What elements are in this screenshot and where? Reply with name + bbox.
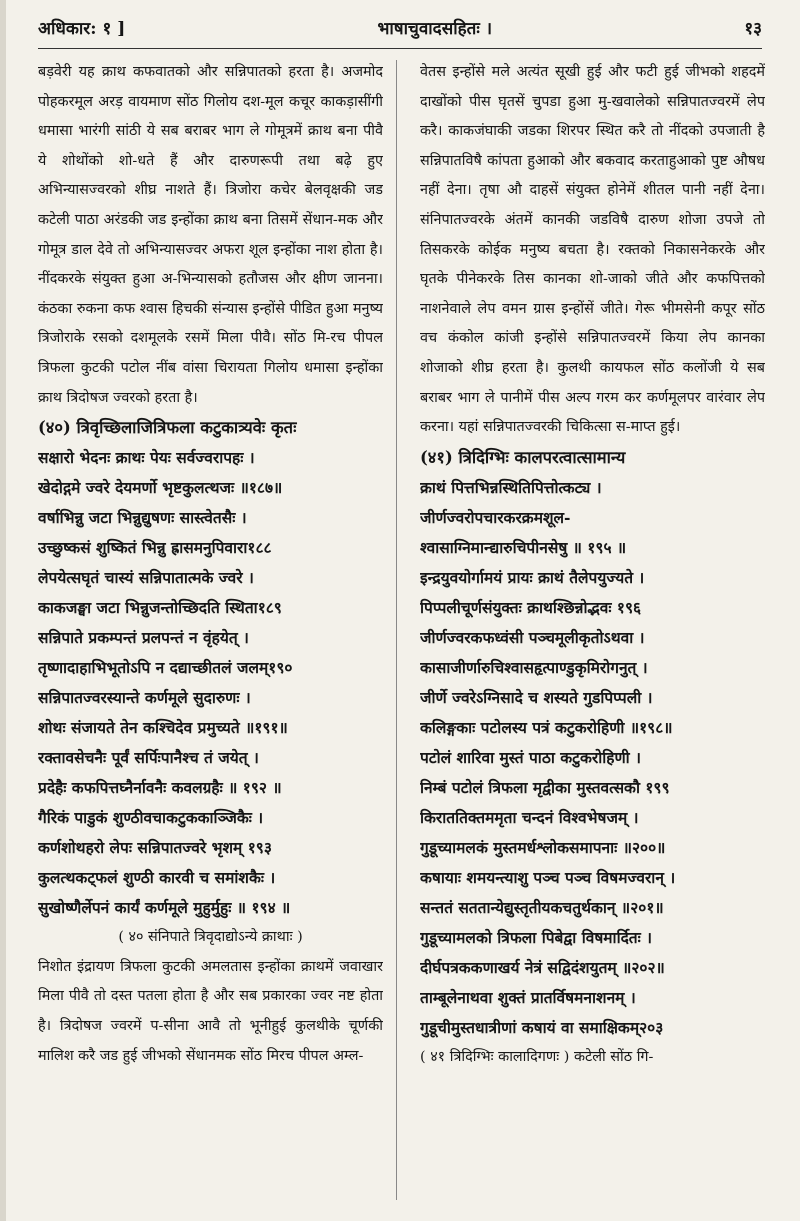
header-rule [38, 48, 762, 49]
verse-line: सन्निपातज्वरस्यान्ते कर्णमूले सुदारुणः । [38, 688, 251, 708]
verse-line: दीर्घपत्रककणाखर्य नेत्रं सद्विदंशयुतम् ॥२०२॥ [420, 957, 665, 977]
verse-line: प्रदेहैः कफपित्तघ्नैर्नावनैः कवलग्रहैः ॥ १९२ ॥ [38, 778, 282, 798]
left-subheading: ( ४० संनिपाते त्रिवृदाद्योऽन्ये क्राथाः ) [118, 929, 303, 946]
column-divider [396, 60, 397, 1200]
right-column [420, 58, 765, 1208]
verse-line: निम्बं पटोलं त्रिफला मृद्वीका मुस्तवत्सकौ १९९ [420, 777, 670, 797]
right-paragraph-1: वेतस इन्होंसे मले अत्यंत सूखी हुई और फटी हुई जीभको शहदमें दाखोंको पीस घृतसें चुपडा हुआ मु-खवालेको सन्निपातज्वरमें लेप करै। काकजंघाकी जडका शिरपर स्थित करै तो नींदको उपजाती है सन्निपातविषै कांपता हुआको और बकवाद करताहुआको पुष्ट औषध नहीं देना। तृषा औ दाहसें संयुक्त होनेमें शीतल पानी नहीं देना। संनिपातज्वरके अंतमें कानकी जडविषै दारुण शोजा उपजे तो तिसकरके कोईक मनुष्य बचता है। रक्तको निकासनेकरके और घृतके पीनेकरके तिस कानका शो-जाको जीते और कफपित्तको नाशनेवाले लेप वमन ग्रास इन्होंसें जीते। गेरू भीमसेनी कपूर सोंठ वच कंकोल कांजी इन्होंसे सन्निपातज्वरमें किया लेप कानका शोजाको शीघ्र हरता है। कुलथी कायफल सोंठ कलोंजी ये सब बराबर भाग ले पानीमें पीस अल्प गरम कर कर्णमूलपर वारंवार लेप करना। यहां सन्निपातज्वरकी चिकित्सा स-माप्त हुई। [420, 64, 765, 436]
verse-line: वर्षाभिन्नु जटा भिन्नुद्युषणः सास्त्वेतसैः । [38, 508, 247, 528]
verse-line: उच्छुष्कसं शुष्कितं भिन्नु ह्रासमनुपिवारा१८८ [38, 538, 272, 558]
verse-line: इन्द्रयुवयोर्गामयं प्रायः क्राथं तैलेपयुज्यते । [420, 567, 645, 587]
verse-line: श्वासाग्निमान्द्यारुचिपीनसेषु ॥ १९५ ॥ [420, 537, 627, 557]
verse-line: पटोलं शारिवा मुस्तं पाठा कटुकरोहिणी । [420, 747, 641, 767]
verse-line: सन्निपाते प्रकम्पन्तं प्रलपन्तं न वृंहयेत् । [38, 628, 249, 648]
verse-line: गुडूच्यामलको त्रिफला पिबेद्वा विषमार्दितः । [420, 927, 653, 947]
right-footer-line: ( ४१ त्रिदिग्भिः कालादिगणः ) कटेली सोंठ गि- [420, 1048, 654, 1065]
verse-line: रक्तावसेचनैः पूर्वं सर्पिःपानैश्च तं जयेत् । [38, 748, 259, 768]
header-title: भाषाचुवादसहितः । [377, 18, 493, 39]
verse-line: ताम्बूलेनाथवा शुक्तं प्रातर्विषमनाशनम् । [420, 987, 636, 1007]
verse-line: कर्णशोथहरो लेपः सन्निपातज्वरे भृशम् १९३ [38, 838, 272, 858]
left-section-heading: (४०) त्रिवृच्छिलाजित्रिफला कटुकात्र्यवेः कृतः [38, 418, 297, 438]
verse-line: खेदोद्गमे ज्वरे देयमर्णो भृष्टकुलत्थजः ॥१८७॥ [38, 478, 283, 498]
header-chapter: अधिकार: १ ] [38, 18, 126, 39]
verse-line: कासाजीर्णारुचिश्वासहृत्पाण्डुकृमिरोगनुत् । [420, 657, 648, 677]
verse-line: गुडूच्यामलकं मुस्तमर्धश्लोकसमापनाः ॥२००॥ [420, 837, 666, 857]
verse-line: काकजङ्घा जटा भिन्नुजन्तोच्छिदति स्थिता१८९ [38, 598, 282, 618]
verse-line: कुलत्थकट्फलं शुण्ठी कारवी च समांशकैः । [38, 868, 276, 888]
verse-line: क्राथं पित्तभिन्नस्थितिपित्तोत्कट्य । [420, 477, 602, 497]
right-section-heading: (४१) त्रिदिग्भिः कालपरत्वात्सामान्य [420, 447, 626, 467]
verse-line: लेपयेत्सघृतं चास्यं सन्निपातात्मके ज्वरे । [38, 568, 254, 588]
header-page-number: १३ [744, 18, 762, 39]
verse-line: जीर्णज्वरोपचारकरक्रमशूल- [420, 507, 571, 527]
left-column [38, 58, 383, 1208]
verse-line: सन्ततं सततान्येद्युस्तृतीयकचतुर्थकान् ॥२०१॥ [420, 897, 664, 917]
verse-line: कलिङ्गकाः पटोलस्य पत्रं कटुकरोहिणी ॥१९८॥ [420, 717, 673, 737]
page-binding-edge [0, 0, 6, 1221]
verse-line: शोथः संजायते तेन कश्चिदेव प्रमुच्यते ॥१९१॥ [38, 718, 288, 738]
left-paragraph-2: निशोत इंद्रायण त्रिफला कुटकी अमलतास इन्होंका क्राथमें जवाखार मिला पीवै तो दस्त पतला होता है और सब प्रकारका ज्वर नष्ट होता है। त्रिदोषज ज्वरमें प-सीना आवै तो भूनीहुई कुलथीके चूर्णकी मालिश करै जड हुई जीभको सेंधानमक सोंठ मिरच पीपल अम्ल- [38, 958, 383, 1064]
verse-line: किराततिक्तममृता चन्दनं विश्वभेषजम् । [420, 807, 639, 827]
verse-line: सक्षारो भेदनः क्राथः पेयः सर्वज्वरापहः । [38, 448, 255, 468]
verse-line: गैरिकं पाडुकं शुण्ठीवचाकटुककाञ्जिकैः । [38, 808, 264, 828]
left-paragraph-1: बड़वेरी यह क्राथ कफवातको और सन्निपातको हरता है। अजमोद पोहकरमूल अरड़ वायमाण सोंठ गिलोय दश-मूल कचूर काकड़ासींगी धमासा भारंगी सांठी ये सब बराबर भाग ले गोमूत्रमें क्राथ बना पीवै ये शोथोंको शो-धते हैं और दारुणरूपी तथा बढ़े हुए अभिन्यासज्वरको शीघ्र नाशते हैं। त्रिजोरा कचेर बेलवृक्षकी जड कटेली पाठा अरंडकी जड इन्होंका क्राथ बना तिसमें सेंधान-मक और गोमूत्र डाल देवे तो अभिन्यासज्वर अफरा शूल इन्होंका नाश होता है। नींदकरके संयुक्त हुआ अ-भिन्यासको हतौजस और क्षीण जानना। कंठका रुकना कफ श्वास हिचकी संन्यास इन्होंसे पीडित हुआ मनुष्य त्रिजोराके रसको दशमूलके रसमें मिला पीवै। सोंठ मि-रच पीपल त्रिफला कुटकी पटोल नींब वांसा चिरायता गिलोय धमासा इन्होंका क्राथ त्रिदोषज ज्वरको हरता है। [38, 64, 383, 406]
verse-line: तृष्णादाहाभिभूतोऽपि न दद्याच्छीतलं जलम्१९० [38, 658, 293, 678]
verse-line: गुडूचीमुस्तधात्रीणां कषायं वा समाक्षिकम्२०३ [420, 1017, 664, 1037]
verse-line: जीर्णे ज्वरेऽग्निसादे च शस्यते गुडपिप्पली । [420, 687, 653, 707]
verse-line: सुखोष्णैर्लेपनं कार्यं कर्णमूले मुहुर्मुहुः ॥ १९४ ॥ [38, 898, 291, 918]
verse-line: पिप्पलीचूर्णसंयुक्तः क्राथश्छिन्नोद्भवः १९६ [420, 597, 642, 617]
verse-line: जीर्णज्वरकफध्वंसी पञ्चमूलीकृतोऽथवा । [420, 627, 645, 647]
verse-line: कषायाः शमयन्त्याशु पञ्च पञ्च विषमज्वरान् । [420, 867, 676, 887]
running-header [38, 12, 762, 42]
